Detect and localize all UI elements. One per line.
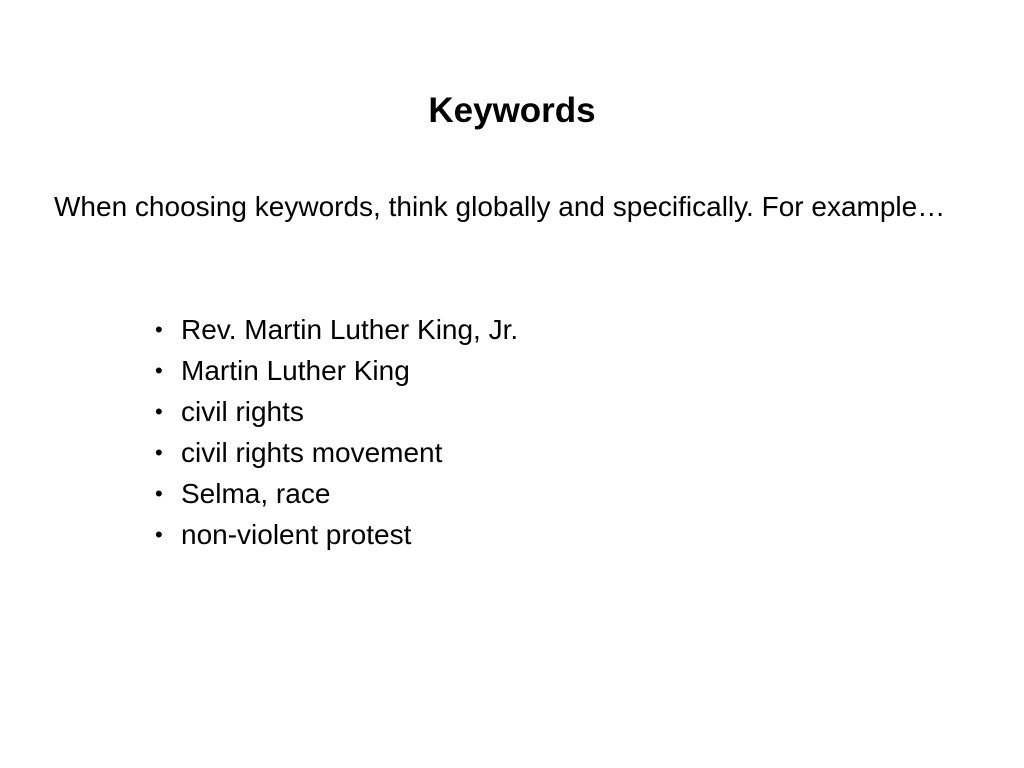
keyword-list: [155, 309, 518, 555]
keyword-text: non-violent protest: [181, 519, 412, 550]
list-item: [155, 391, 518, 432]
keyword-text: Martin Luther King: [181, 355, 410, 386]
keyword-text: Selma, race: [181, 478, 331, 509]
list-item: [155, 432, 518, 473]
keyword-text: civil rights movement: [181, 437, 443, 468]
bullet-icon: •: [155, 481, 163, 506]
bullet-icon: •: [155, 399, 163, 424]
list-item: [155, 309, 518, 350]
bullet-icon: •: [155, 522, 163, 547]
list-item: [155, 350, 518, 391]
keyword-text: civil rights: [181, 396, 304, 427]
bullet-icon: •: [155, 358, 163, 383]
bullet-icon: •: [155, 317, 163, 342]
slide-title: Keywords: [428, 91, 596, 130]
intro-paragraph: When choosing keywords, think globally and specifically. For example…: [54, 191, 946, 222]
keyword-text: Rev. Martin Luther King, Jr.: [181, 314, 519, 345]
bullet-icon: •: [155, 440, 163, 465]
list-item: [155, 473, 518, 514]
list-item: [155, 514, 518, 555]
